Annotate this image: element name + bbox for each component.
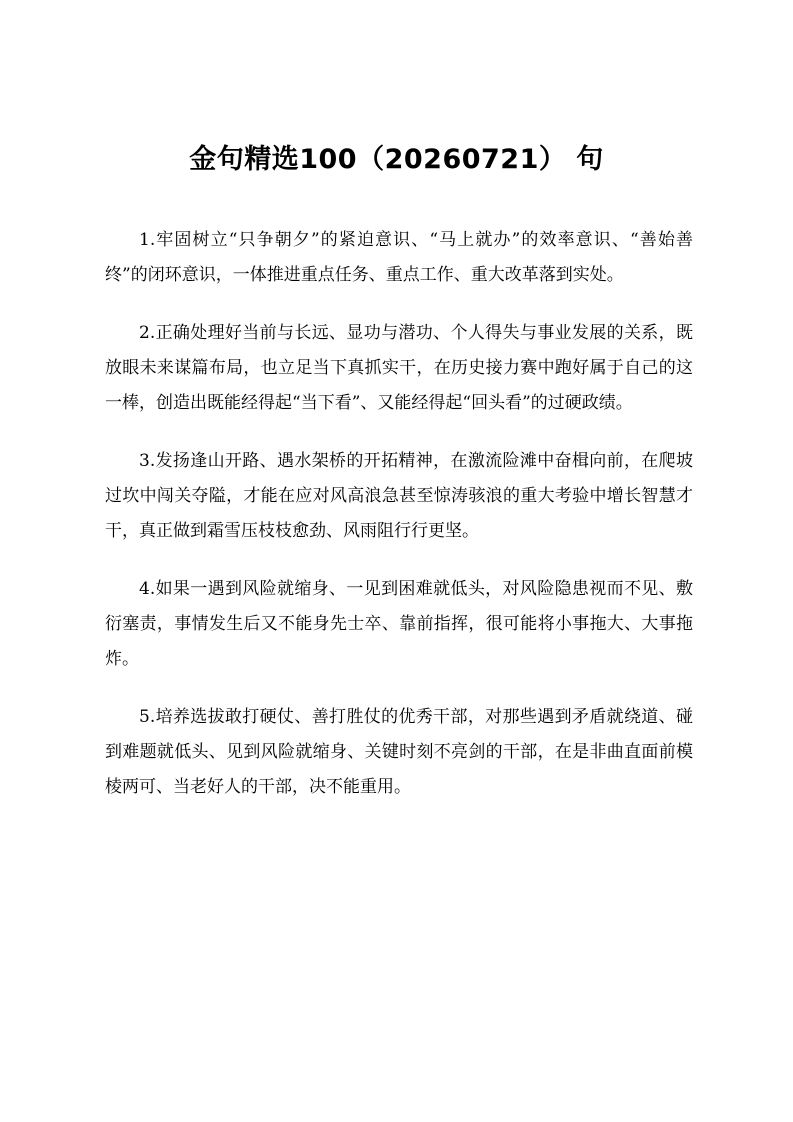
paragraph-5: 5.培养选拔敢打硬仗、善打胜仗的优秀干部，对那些遇到矛盾就绕道、碰到难题就低头、见到风险就缩身、关键时刻不亮剑的干部，在是非曲直面前模棱两可、当老好人的干部，决不能重用。 [105, 707, 693, 797]
paragraph-1: 1.牢固树立“只争朝夕”的紧迫意识、“马上就办”的效率意识、“善始善终”的闭环意识，一体推进重点任务、重点工作、重大改革落到实处。 [105, 230, 693, 285]
paragraph-4: 4.如果一遇到风险就缩身、一见到困难就低头，对风险隐患视而不见、敷衍塞责，事情发生后又不能身先士卒、靠前指挥，很可能将小事拖大、大事拖炸。 [105, 579, 693, 669]
paragraph-2: 2.正确处理好当前与长远、显功与潜功、个人得失与事业发展的关系，既放眼未来谋篇布局，也立足当下真抓实干，在历史接力赛中跑好属于自己的这一棒，创造出既能经得起“当下看”、又能经得起“回头看”的过硬政绩。 [105, 323, 693, 413]
document-title: 金句精选100（20260721） 句 [189, 144, 604, 175]
paragraph-3: 3.发扬逢山开路、遇水架桥的开拓精神，在激流险滩中奋楫向前，在爬坡过坎中闯关夺隘，才能在应对风高浪急甚至惊涛骇浪的重大考验中增长智慧才干，真正做到霜雪压枝枝愈劲、风雨阻行行更坚。 [105, 451, 693, 541]
document-body [105, 223, 693, 828]
